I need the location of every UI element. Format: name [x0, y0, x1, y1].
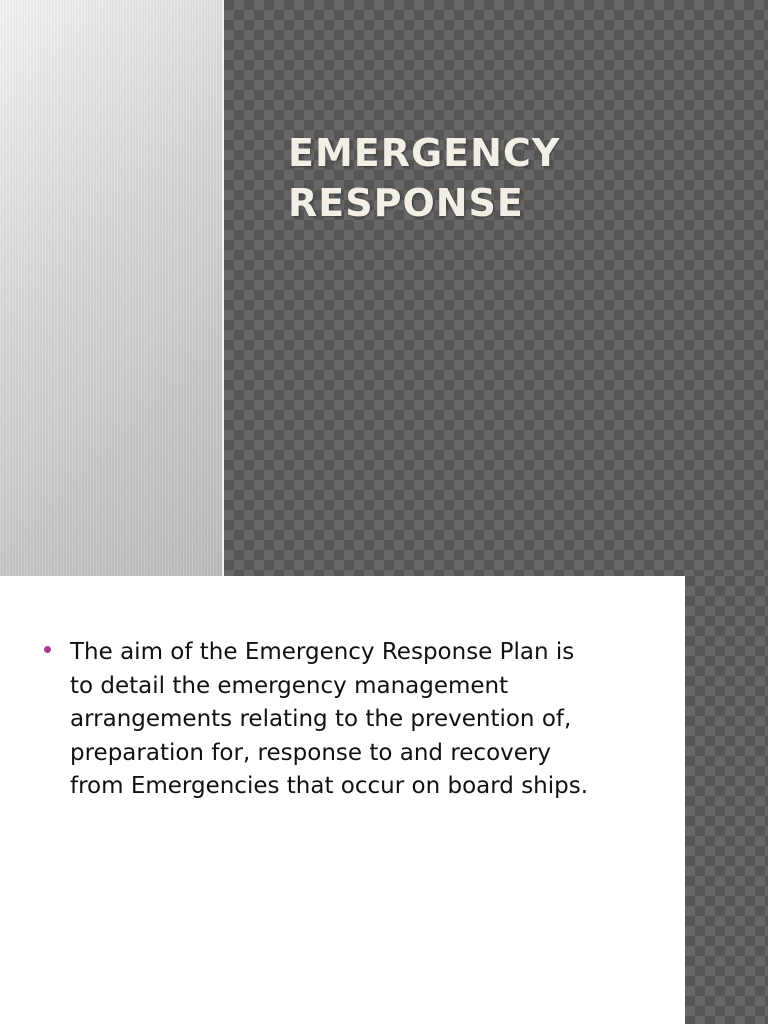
bullet-dot-icon [44, 646, 51, 653]
bullet-list [42, 636, 642, 804]
title-line: EMERGENCY [288, 131, 561, 175]
diamond-pattern-strip [685, 576, 768, 1024]
bullet-line: The aim of the Emergency Response Plan is [70, 639, 575, 665]
bullet-line: from Emergencies that occur on board ships. [70, 773, 589, 799]
bullet-line: arrangements relating to the prevention of, [70, 706, 572, 732]
bullet-line: to detail the emergency management [70, 672, 509, 699]
bullet-item [42, 636, 642, 804]
title-line: RESPONSE [288, 181, 524, 225]
diamond-pattern-background [224, 0, 768, 576]
bullet-line: preparation for, response to and recovery [70, 739, 551, 766]
gradient-side-panel [0, 0, 224, 576]
slide-title [288, 128, 728, 228]
content-slide [0, 576, 768, 1024]
